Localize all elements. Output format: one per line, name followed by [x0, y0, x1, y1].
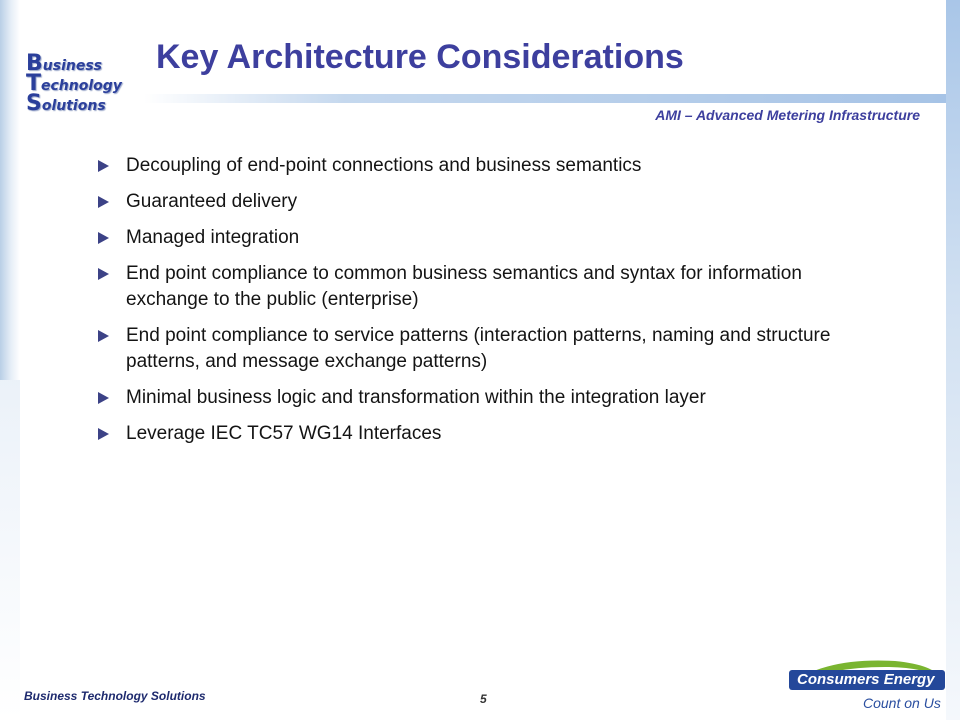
- bullet-triangle-icon: [98, 392, 109, 404]
- brand-name: Consumers Energy: [789, 670, 945, 690]
- bullet-item: [98, 225, 858, 251]
- right-accent-bar: [946, 0, 960, 720]
- slide-title: Key Architecture Considerations: [156, 38, 684, 76]
- bullet-triangle-icon: [98, 428, 109, 440]
- consumers-energy-logo: [785, 655, 945, 717]
- slide-subtitle: AMI – Advanced Metering Infrastructure: [655, 107, 920, 123]
- bullet-text: Leverage IEC TC57 WG14 Interfaces: [126, 423, 442, 444]
- logo-line-technology: Technology: [26, 71, 122, 96]
- left-accent-fade: [0, 380, 20, 720]
- logo-line-business: Business: [26, 51, 103, 76]
- bullet-item: [98, 323, 858, 375]
- bullet-triangle-icon: [98, 268, 109, 280]
- bullet-triangle-icon: [98, 330, 109, 342]
- bullet-item: [98, 261, 858, 313]
- left-accent-bar: [0, 0, 20, 380]
- bullet-item: [98, 421, 858, 447]
- bullet-text: End point compliance to common business semantics and syntax for information exchange to the public (enterprise): [126, 263, 802, 310]
- title-underline-rule: [144, 94, 946, 103]
- bullet-item: [98, 189, 858, 215]
- logo-line-solutions: Solutions: [26, 91, 106, 116]
- bullet-text: Decoupling of end-point connections and business semantics: [126, 155, 642, 176]
- bullet-triangle-icon: [98, 196, 109, 208]
- bullet-list: [98, 153, 858, 457]
- brand-tagline: Count on Us: [863, 695, 941, 711]
- footer-organization: Business Technology Solutions: [24, 689, 206, 703]
- business-technology-solutions-logo: [26, 51, 156, 116]
- bullet-text: End point compliance to service patterns (interaction patterns, naming and structure patterns, and message exchange patterns): [126, 325, 831, 372]
- bullet-text: Guaranteed delivery: [126, 191, 298, 212]
- bullet-triangle-icon: [98, 160, 109, 172]
- bullet-text: Minimal business logic and transformation within the integration layer: [126, 387, 706, 408]
- bullet-text: Managed integration: [126, 227, 300, 248]
- page-number: 5: [480, 692, 487, 706]
- bullet-item: [98, 385, 858, 411]
- bullet-item: [98, 153, 858, 179]
- bullet-triangle-icon: [98, 232, 109, 244]
